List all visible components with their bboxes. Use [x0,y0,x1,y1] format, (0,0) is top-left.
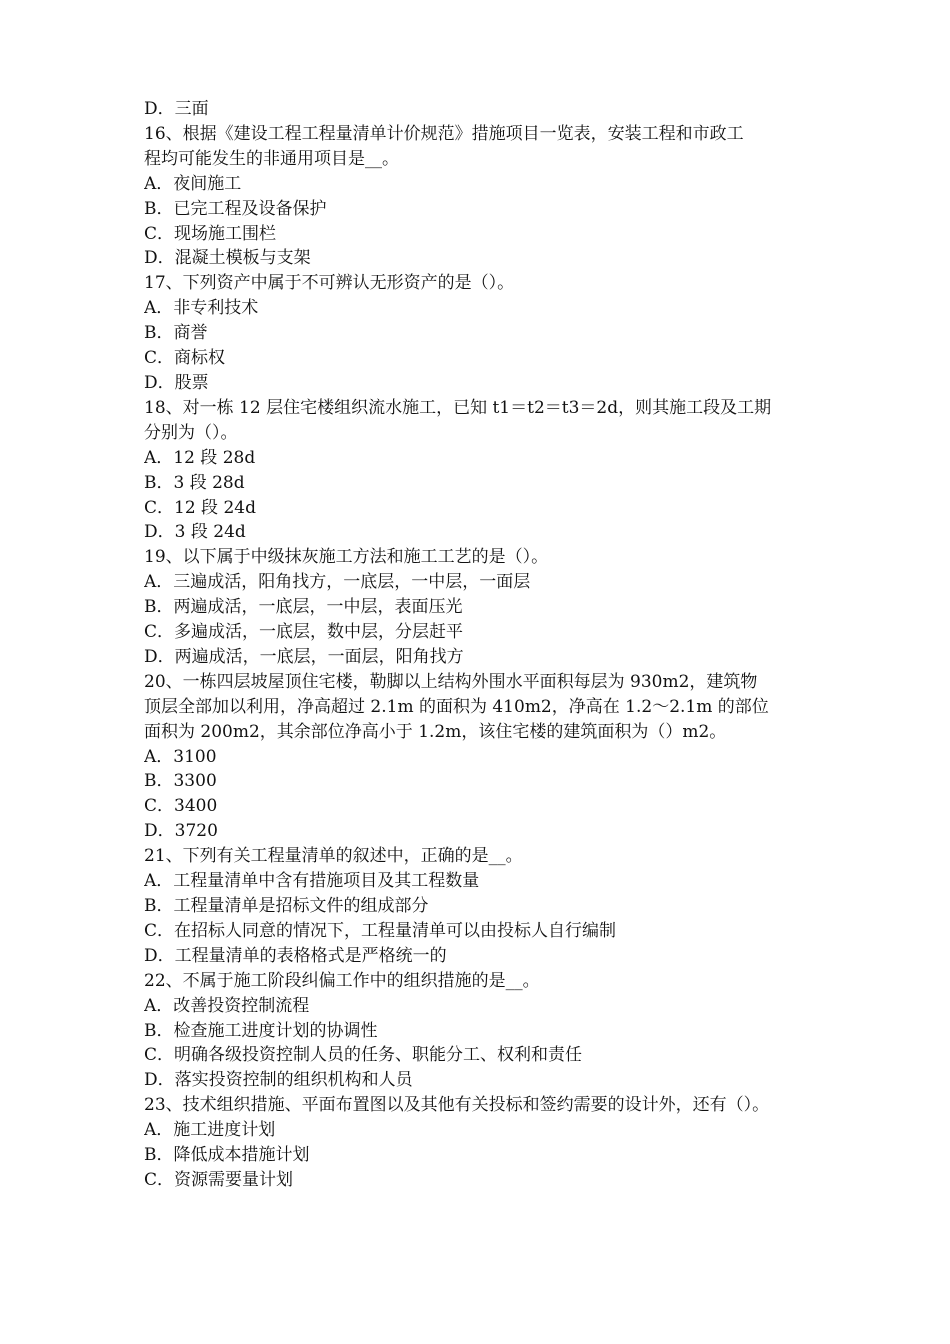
text-line: A．3100 [144,746,217,767]
text-line: D．工程量清单的表格格式是严格统一的 [144,945,447,966]
text-line: B．3 段 28d [144,472,245,493]
text-line: C．现场施工围栏 [144,223,277,244]
text-line: A．工程量清单中含有措施项目及其工程数量 [144,871,480,892]
text-line: C．商标权 [144,348,226,369]
text-line: A．改善投资控制流程 [144,995,310,1016]
text-line: 22、不属于施工阶段纠偏工作中的组织措施的是__。 [144,970,540,991]
text-line: D．混凝土模板与支架 [144,248,311,269]
text-line: C．多遍成活，一底层，数中层，分层赶平 [144,622,464,643]
text-line: A．三遍成活，阳角找方，一底层，一中层，一面层 [144,572,531,593]
text-line: 20、一栋四层坡屋顶住宅楼，勒脚以上结构外围水平面积每层为 930m2，建筑物 [144,671,758,692]
text-line: D．落实投资控制的组织机构和人员 [144,1070,413,1091]
text-line: 23、技术组织措施、平面布置图以及其他有关投标和签约需要的设计外，还有（）。 [144,1095,770,1116]
text-line: A．12 段 28d [144,447,256,468]
text-line: 16、根据《建设工程工程量清单计价规范》措施项目一览表，安装工程和市政工 [144,123,744,144]
text-line: A．夜间施工 [144,173,242,194]
text-line: C．明确各级投资控制人员的任务、职能分工、权利和责任 [144,1045,583,1066]
text-line: B．检查施工进度计划的协调性 [144,1020,378,1041]
text-line: D．两遍成活，一底层，一面层，阳角找方 [144,646,464,667]
text-line: C．在招标人同意的情况下，工程量清单可以由投标人自行编制 [144,920,617,941]
text-line: 程均可能发生的非通用项目是__。 [144,148,399,169]
text-line: B．降低成本措施计划 [144,1145,310,1166]
text-line: D．3 段 24d [144,522,246,543]
text-line: D．股票 [144,372,209,393]
text-line: D．三面 [144,99,209,119]
text-line: B．两遍成活，一底层，一中层，表面压光 [144,597,463,618]
text-line: 面积为 200m2，其余部位净高小于 1.2m，该住宅楼的建筑面积为（）m2。 [144,721,727,742]
text-line: B．商誉 [144,323,208,344]
text-line: 18、对一栋 12 层住宅楼组织流水施工，已知 t1＝t2＝t3＝2d，则其施工段及工期 [144,397,772,418]
text-line: 19、以下属于中级抹灰施工方法和施工工艺的是（）。 [144,547,549,568]
text-line: B．已完工程及设备保护 [144,198,327,219]
text-line: A．施工进度计划 [144,1120,276,1141]
text-line: C．资源需要量计划 [144,1169,294,1190]
document-page [144,97,824,1193]
text-line: D．3720 [144,821,218,842]
text-line: B．工程量清单是招标文件的组成部分 [144,896,429,916]
text-line: 顶层全部加以利用，净高超过 2.1m 的面积为 410m2，净高在 1.2～2.1m 的部位 [144,696,769,717]
text-line: A．非专利技术 [144,298,259,319]
text-line: C．3400 [144,796,218,817]
text-line: C．12 段 24d [144,497,256,518]
text-line: 17、下列资产中属于不可辨认无形资产的是（）。 [144,273,515,294]
text-line: B．3300 [144,771,217,792]
text-line: 分别为（）。 [144,422,238,443]
text-line: 21、下列有关工程量清单的叙述中，正确的是__。 [144,846,523,867]
